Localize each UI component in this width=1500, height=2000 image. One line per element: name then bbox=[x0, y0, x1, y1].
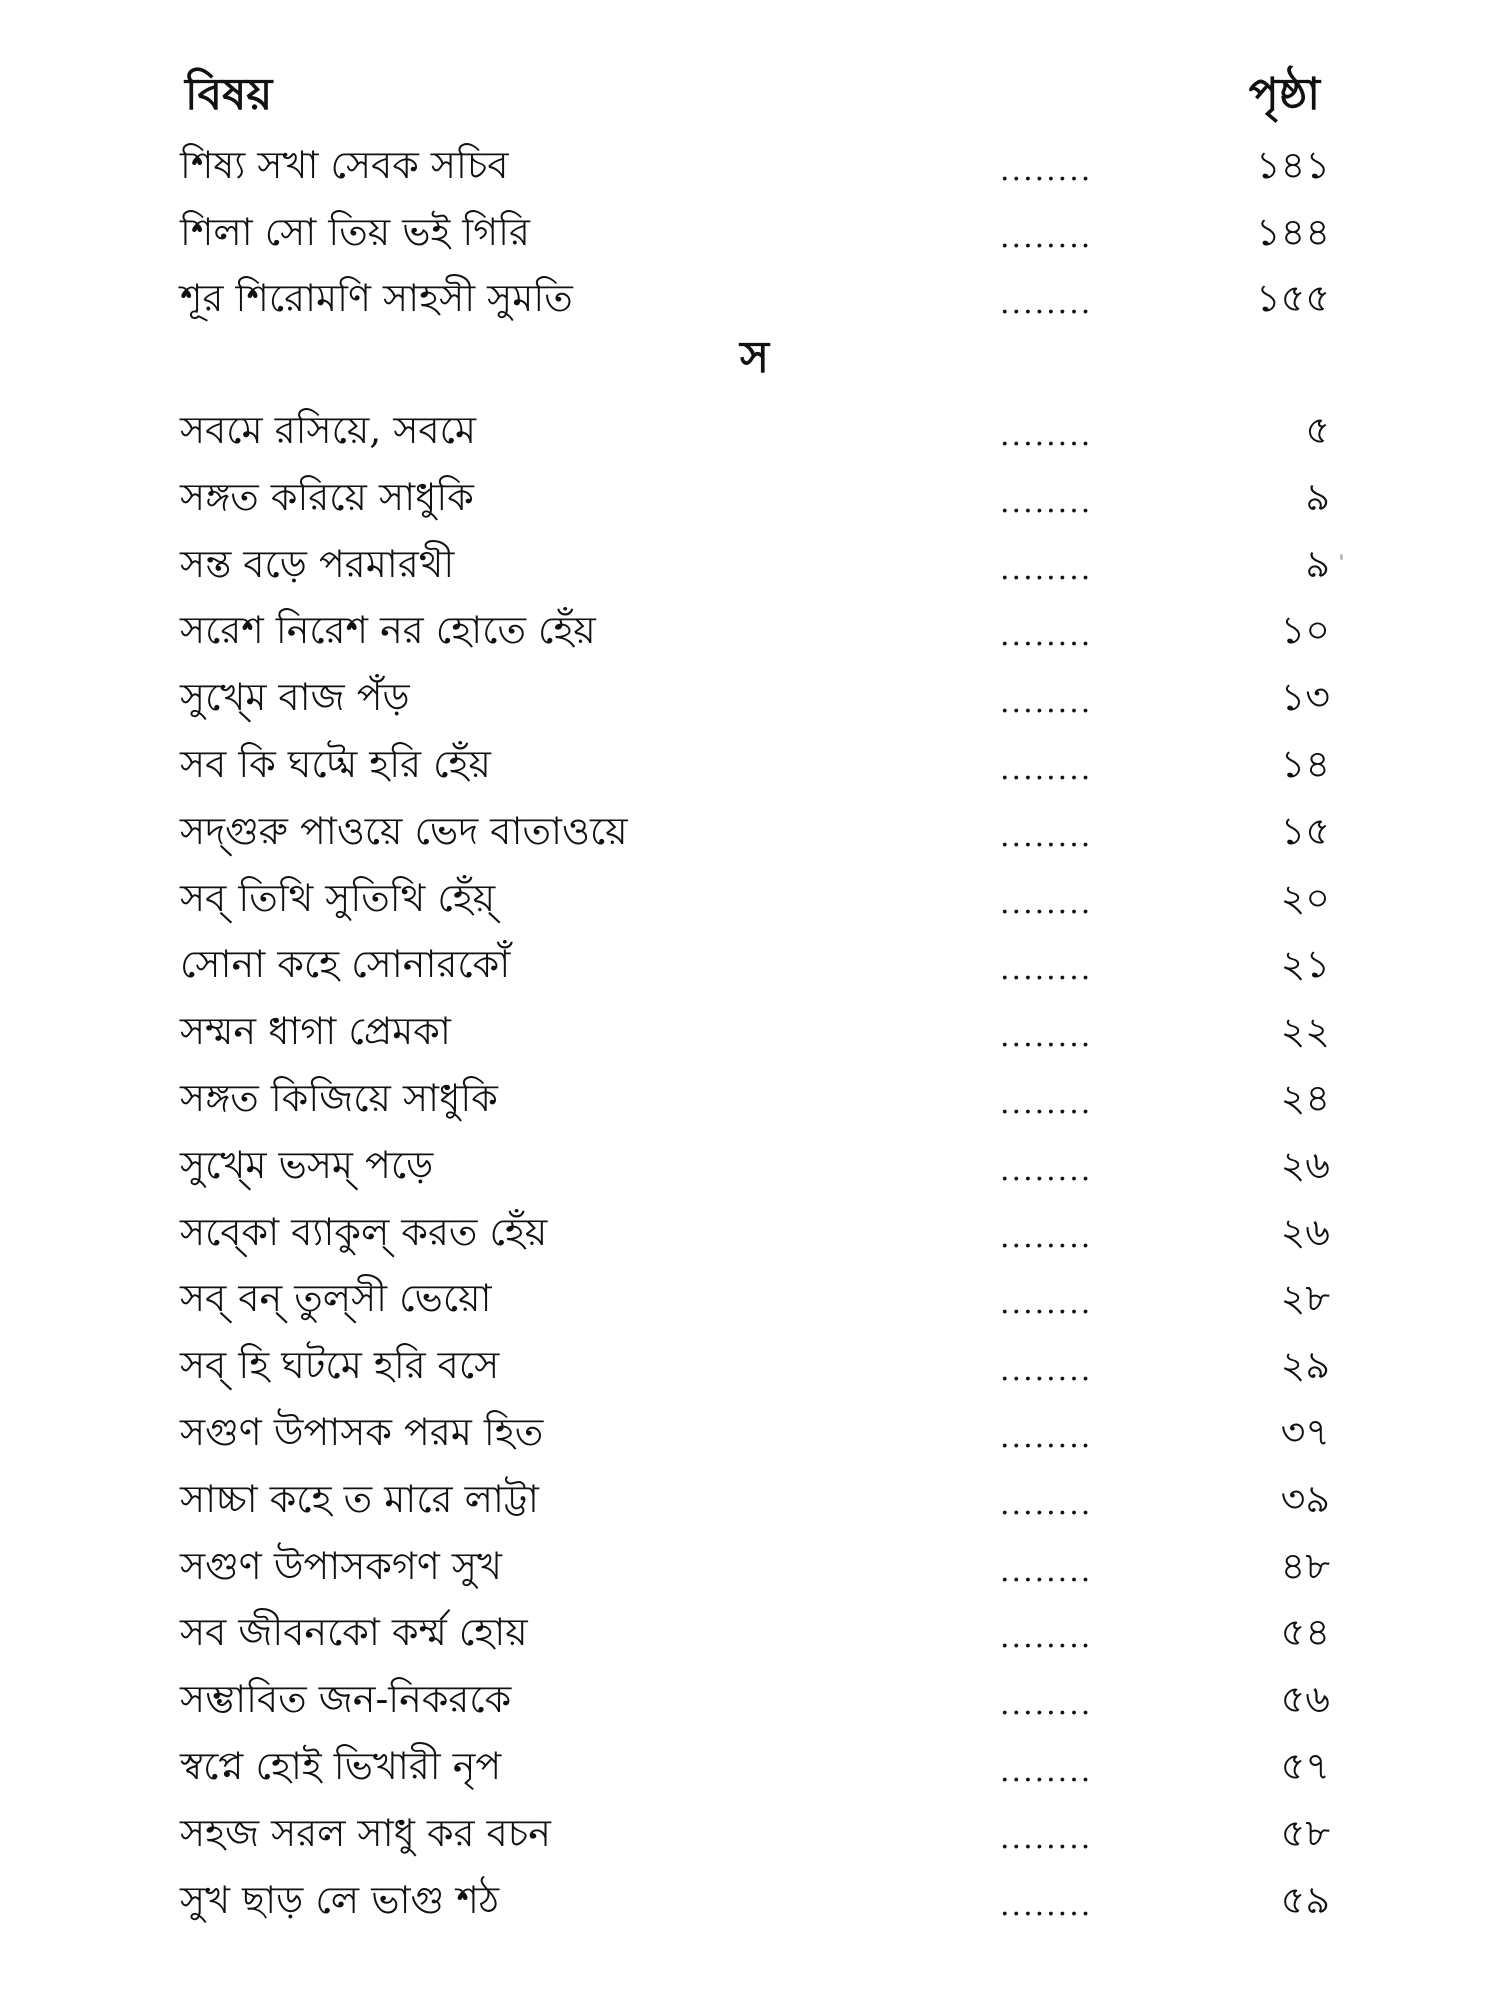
dot-leader: ........ bbox=[1000, 618, 1093, 653]
dot-leader: ........ bbox=[1000, 552, 1093, 587]
entry-page-number: ২৬ bbox=[1280, 1210, 1330, 1254]
index-entry-row bbox=[180, 1335, 1330, 1395]
page-column-heading: পৃষ্ঠা bbox=[1248, 69, 1320, 120]
entry-title: সঙ্গত করিয়ে সাধুকি bbox=[180, 475, 474, 519]
dot-leader: ........ bbox=[1000, 685, 1093, 720]
index-entry-row bbox=[180, 1001, 1330, 1061]
entry-title: সগুণ উপাসক পরম হিত bbox=[180, 1410, 544, 1454]
dot-leader: ........ bbox=[1000, 1353, 1093, 1388]
index-entry-row bbox=[180, 1803, 1330, 1863]
dot-leader: ........ bbox=[1000, 220, 1093, 255]
entry-title: সব জীবনকো কর্ম্ম হোয় bbox=[180, 1610, 528, 1654]
index-entry-row bbox=[180, 135, 1330, 195]
index-entry-row bbox=[180, 1268, 1330, 1328]
dot-leader: ........ bbox=[1000, 1220, 1093, 1255]
index-entry-row bbox=[180, 868, 1330, 928]
dot-leader: ........ bbox=[1000, 1153, 1093, 1188]
entry-title: সব্ বন্ তুল্সী ভেয়ো bbox=[180, 1276, 492, 1320]
index-entry-row bbox=[180, 1068, 1330, 1128]
dot-leader: ........ bbox=[1000, 1888, 1093, 1923]
entry-page-number: ২২ bbox=[1280, 1009, 1330, 1053]
index-entry-row bbox=[180, 1870, 1330, 1930]
dot-leader: ........ bbox=[1000, 819, 1093, 854]
entry-page-number: ৫৬ bbox=[1280, 1677, 1330, 1721]
entry-title: সঙ্গত কিজিয়ে সাধুকি bbox=[180, 1076, 498, 1120]
entry-page-number: ৯ bbox=[1305, 475, 1330, 519]
index-entry-row bbox=[180, 1736, 1330, 1796]
dot-leader: ........ bbox=[1000, 952, 1093, 987]
dot-leader: ........ bbox=[1000, 418, 1093, 453]
dot-leader: ........ bbox=[1000, 1821, 1093, 1856]
entry-page-number: ৫৪ bbox=[1280, 1610, 1330, 1654]
index-header bbox=[185, 60, 1320, 130]
dot-leader: ........ bbox=[1000, 1086, 1093, 1121]
entry-title: সবমে রসিয়ে, সবমে bbox=[180, 408, 477, 452]
entry-page-number: ১৫৫ bbox=[1256, 276, 1330, 320]
entry-page-number: ৫৯ bbox=[1280, 1878, 1330, 1922]
entry-page-number: ৩৭ bbox=[1280, 1410, 1330, 1454]
dot-leader: ........ bbox=[1000, 1286, 1093, 1321]
entry-title: সম্ভাবিত জন-নিকরকে bbox=[180, 1677, 512, 1721]
entry-title: সুখ্মে বাজ পঁড় bbox=[180, 675, 410, 719]
print-speck bbox=[1340, 554, 1343, 560]
entry-page-number: ২৮ bbox=[1280, 1276, 1330, 1320]
dot-leader: ........ bbox=[1000, 1620, 1093, 1655]
dot-leader: ........ bbox=[1000, 752, 1093, 787]
entry-page-number: ১৪১ bbox=[1256, 143, 1330, 187]
entry-page-number: ২৪ bbox=[1280, 1076, 1330, 1120]
entry-title: সব্কো ব্যাকুল্ করত হেঁয় bbox=[180, 1210, 548, 1254]
entry-page-number: ২০ bbox=[1280, 876, 1330, 920]
subject-column-heading: বিষয় bbox=[185, 69, 273, 120]
index-entry-row bbox=[180, 268, 1330, 328]
entry-page-number: ১৩ bbox=[1280, 675, 1330, 719]
dot-leader: ........ bbox=[1000, 286, 1093, 321]
index-entry-row bbox=[180, 1602, 1330, 1662]
index-entry-row bbox=[180, 600, 1330, 660]
entry-title: সোনা কহে সোনারকোঁ bbox=[180, 942, 511, 986]
dot-leader: ........ bbox=[1000, 1687, 1093, 1722]
index-entry-row bbox=[180, 934, 1330, 994]
index-entry-row bbox=[180, 1669, 1330, 1729]
index-entry-row bbox=[180, 667, 1330, 727]
entry-page-number: ১০ bbox=[1280, 608, 1330, 652]
entry-page-number: ৯ bbox=[1305, 542, 1330, 586]
entry-page-number: ২৯ bbox=[1280, 1343, 1330, 1387]
entry-title: সম্মন ধাগা প্রেমকা bbox=[180, 1009, 451, 1053]
entry-page-number: ১৪৪ bbox=[1256, 210, 1330, 254]
dot-leader: ........ bbox=[1000, 1420, 1093, 1455]
entry-title: সাচ্চা কহে ত মারে লাট্টা bbox=[180, 1477, 539, 1521]
dot-leader: ........ bbox=[1000, 1487, 1093, 1522]
index-entry-row bbox=[180, 734, 1330, 794]
entry-title: সহজ সরল সাধু কর বচন bbox=[180, 1811, 551, 1855]
entry-title: সদ্গুরু পাওয়ে ভেদ বাতাওয়ে bbox=[180, 809, 628, 853]
dot-leader: ........ bbox=[1000, 1754, 1093, 1789]
entry-title: শিলা সো তিয় ভই গিরি bbox=[180, 210, 530, 254]
dot-leader: ........ bbox=[1000, 153, 1093, 188]
entry-title: সন্ত বড়ে পরমারথী bbox=[180, 542, 455, 586]
index-entry-row bbox=[180, 1402, 1330, 1462]
index-entry-row bbox=[180, 467, 1330, 527]
index-entry-row bbox=[180, 400, 1330, 460]
entry-title: সব কি ঘট্মে হরি হেঁয় bbox=[180, 742, 491, 786]
entry-page-number: ১৫ bbox=[1280, 809, 1330, 853]
section-letter-heading: স bbox=[740, 332, 770, 383]
index-entry-row bbox=[180, 1202, 1330, 1262]
entry-title: সব্ হি ঘটমে হরি বসে bbox=[180, 1343, 500, 1387]
entry-title: সব্ তিথি সুতিথি হেঁয়্ bbox=[180, 876, 496, 920]
entry-title: সগুণ উপাসকগণ সুখ bbox=[180, 1544, 502, 1588]
entry-page-number: ১৪ bbox=[1280, 742, 1330, 786]
index-entry-row bbox=[180, 202, 1330, 262]
entry-page-number: ৩৯ bbox=[1280, 1477, 1330, 1521]
entry-page-number: ২১ bbox=[1280, 942, 1330, 986]
entry-page-number: ৫৭ bbox=[1280, 1744, 1330, 1788]
index-entry-row bbox=[180, 1135, 1330, 1195]
entry-title: সুখ্মে ভসম্ পড়ে bbox=[180, 1143, 434, 1187]
entry-title: শূর শিরোমণি সাহসী সুমতি bbox=[180, 276, 573, 320]
entry-title: স্বপ্নে হোই ভিখারী নৃপ bbox=[180, 1744, 502, 1788]
dot-leader: ........ bbox=[1000, 886, 1093, 921]
entry-page-number: ৫৮ bbox=[1280, 1811, 1330, 1855]
entry-page-number: ৪৮ bbox=[1280, 1544, 1330, 1588]
index-entry-row bbox=[180, 534, 1330, 594]
index-entry-row bbox=[180, 801, 1330, 861]
entry-title: সরেশ নিরেশ নর হোতে হেঁয় bbox=[180, 608, 596, 652]
entry-title: শিষ্য সখা সেবক সচিব bbox=[180, 143, 509, 187]
entry-page-number: ৫ bbox=[1305, 408, 1330, 452]
index-entry-row bbox=[180, 1469, 1330, 1529]
entry-page-number: ২৬ bbox=[1280, 1143, 1330, 1187]
entry-title: সুখ ছাড় লে ভাগু শঠ bbox=[180, 1878, 500, 1922]
dot-leader: ........ bbox=[1000, 1554, 1093, 1589]
index-entry-row bbox=[180, 1536, 1330, 1596]
dot-leader: ........ bbox=[1000, 1019, 1093, 1054]
dot-leader: ........ bbox=[1000, 485, 1093, 520]
